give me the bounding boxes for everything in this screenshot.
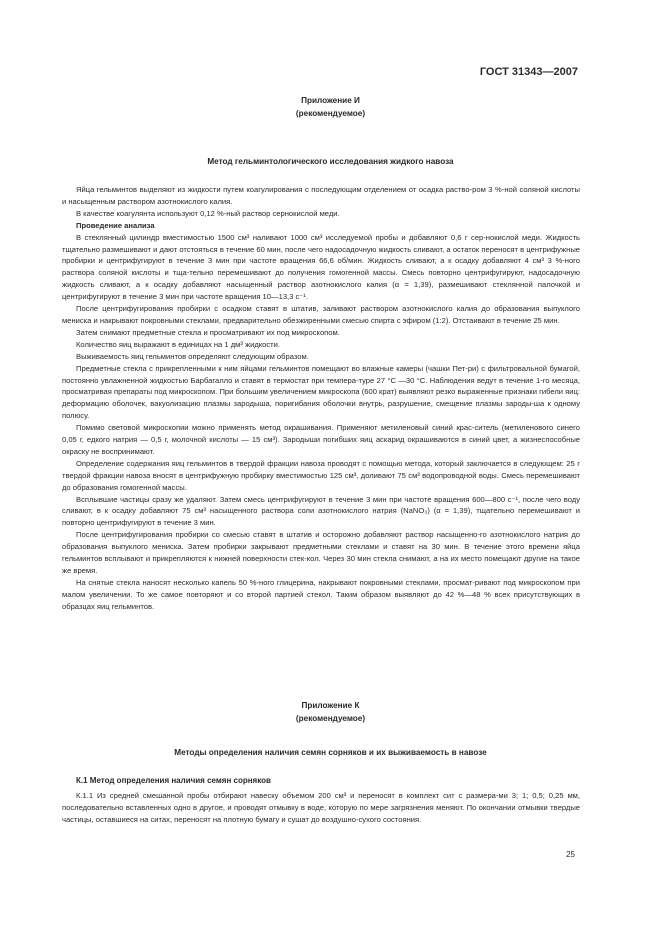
analysis-heading: Проведение анализа	[76, 220, 155, 230]
annex-i-body	[62, 184, 580, 613]
paragraph: Определение содержания яиц гельминтов в твердой фракции навоза проводят с помощью метода, который заключается в следующем: 25 г твердой фракции навоза вносят в центрифужную пробирку вместимостью 125 см³, доливают 75 см³ водопроводной воды. Смесь перемешивают до образования гомогенной массы.	[62, 458, 580, 492]
paragraph: Яйца гельминтов выделяют из жидкости путем коагулирования с последующим отделением от осадка раство-ром 3 %-ной соляной кислоты и насыщенным раствором азотнокислого калия.	[62, 185, 580, 206]
paragraph: Затем снимают предметные стекла и просматривают их под микроскопом.	[76, 327, 340, 337]
annex-i-title: Приложение И	[301, 96, 360, 105]
paragraph: Всплывшие частицы сразу же удаляют. Затем смесь центрифугируют в течение 3 мин при частоте вращения 600—800 с⁻¹, после чего воду сливают, в к осадку добавляют 75 см³ насыщенного раствора соли азотнокислого натрия (NaNO₃) (α = 1,39), тщательно перемешивают и повторно центрифугируют в течение 3 мин.	[62, 494, 580, 528]
paragraph: Выживаемость яиц гельминтов определяют следующим образом.	[76, 351, 309, 361]
annex-i-status: (рекомендуемое)	[295, 109, 366, 118]
paragraph: Помимо световой микроскопии можно применять метод окрашивания. Применяют метиленовый синий крас-ситель (метиленового синего 0,05 г, едкого натрия — 0,5 г, молочной кислоты — 15 см³). Зародыши погибших яиц аскарид окрашиваются в синий цвет, а жизнеспособные окраску не воспринимают.	[62, 423, 580, 456]
paragraph: После центрифугирования пробирки с осадком ставят в штатив, заливают раствором азотнокислого калия до образования выпуклого мениска и накрывают покровными стеклами, предварительно обезжиренными смесью спирта с эфиром (1:2). Отстаивают в течение 25 мин.	[62, 304, 580, 325]
paragraph: В стеклянный цилиндр вместимостью 1500 см³ наливают 1000 см³ исследуемой пробы и добавляют 0,6 г сер-нокислой меди. Жидкость тщательно размешивают и дают отстояться в течение 60 мин, после чего надосадочную жидкость сливают, а остаток переносят в центрифужные пробирки и центрифугируют в течение 3 мин при частоте вращения 66,6 об/мин. Жидкость сливают, а к осадку добавляют 4 см³ 3 %-ного раствора соляной кислоты и тща-тельно перемешивают до получения гомогенной массы. Смесь повторно центрифугируют, надосадочную жидкость сливают, а к осадку добавляют насыщенный раствор азотнокислого калия (α = 1,39), размешивают стеклянной палочкой и центрифугируют в течение 3 мин при частоте вращения 10—13,3 с⁻¹.	[62, 232, 580, 302]
annex-k-status: (рекомендуемое)	[295, 714, 366, 723]
paragraph: После центрифугирования пробирки со смесью ставят в штатив и осторожно добавляют раствор насыщенно-го азотнокислого натрия до образования выпуклого мениска. Затем пробирки закрывают предметными стеклами и ставят на 30 мин. В течение этого времени яйца гельминтов всплывают и прикрепляются к нижней поверхности стек-кол. Через 30 мин стекла снимают, а на их место помещают другие на такое же время.	[62, 530, 580, 575]
annex-k-method-title: Методы определения наличия семян сорняков и их выживаемость в навозе	[174, 748, 487, 757]
subsection-k1-title: К.1 Метод определения наличия семян сорняков	[76, 776, 271, 785]
annex-i-method-title: Метод гельминтологического исследования жидкого навоза	[207, 157, 454, 166]
paragraph: Количество яиц выражают в единицах на 1 дм³ жидкости.	[76, 339, 281, 349]
paragraph: К.1.1 Из средней смешанной пробы отбирают навеску объемом 200 см³ и переносят в комплект сит с размера-ми 3; 1; 0,5; 0,25 мм, последовательно вставленных одно в другое, и проводят отмывку в воде, которую по мере загрязнения меняют. По окончании отмывки твердые частицы, оставшиеся на ситах, переносят на плотную бумагу и сушат до воздушно-сухого состояния.	[62, 791, 580, 824]
annex-k-title: Приложение К	[301, 701, 360, 710]
paragraph: На снятые стекла наносят несколько капель 50 %-ного глицерина, накрывают покровными стеклами, просмат-ривают под микроскопом при малом увеличении. То же самое повторяют и со второй партией стекол. Таким образом выявляют до 42 %—48 % всех присутствующих в образцах яиц гельминтов.	[62, 577, 580, 611]
page-number: 25	[566, 850, 575, 859]
standard-number: ГОСТ 31343—2007	[479, 66, 578, 78]
paragraph: Предметные стекла с прикрепленными к ним яйцами гельминтов помещают во влажные камеры (чашки Пет-ри) с фильтровальной бумагой, постоянно увлажненной жидкостью Барбагалло и ставят в термостат при темпера-туре 27 °С —30 °С. Наблюдения ведут в течение 1-го месяца, просматривая препараты под микроскопом. При большим увеличением микроскопа (600 крат) выявляют резко выраженные признаки гибели яиц: деформацию оболочек, вакуолизацию плазмы зародыша, поригибания оболочки внутрь, разрушение, смещение плазмы зароды-ша к одному полюсу.	[62, 363, 580, 421]
paragraph: В качестве коагулянта используют 0,12 %-ный раствор сернокислой меди.	[76, 208, 340, 218]
annex-k-body	[62, 790, 580, 826]
